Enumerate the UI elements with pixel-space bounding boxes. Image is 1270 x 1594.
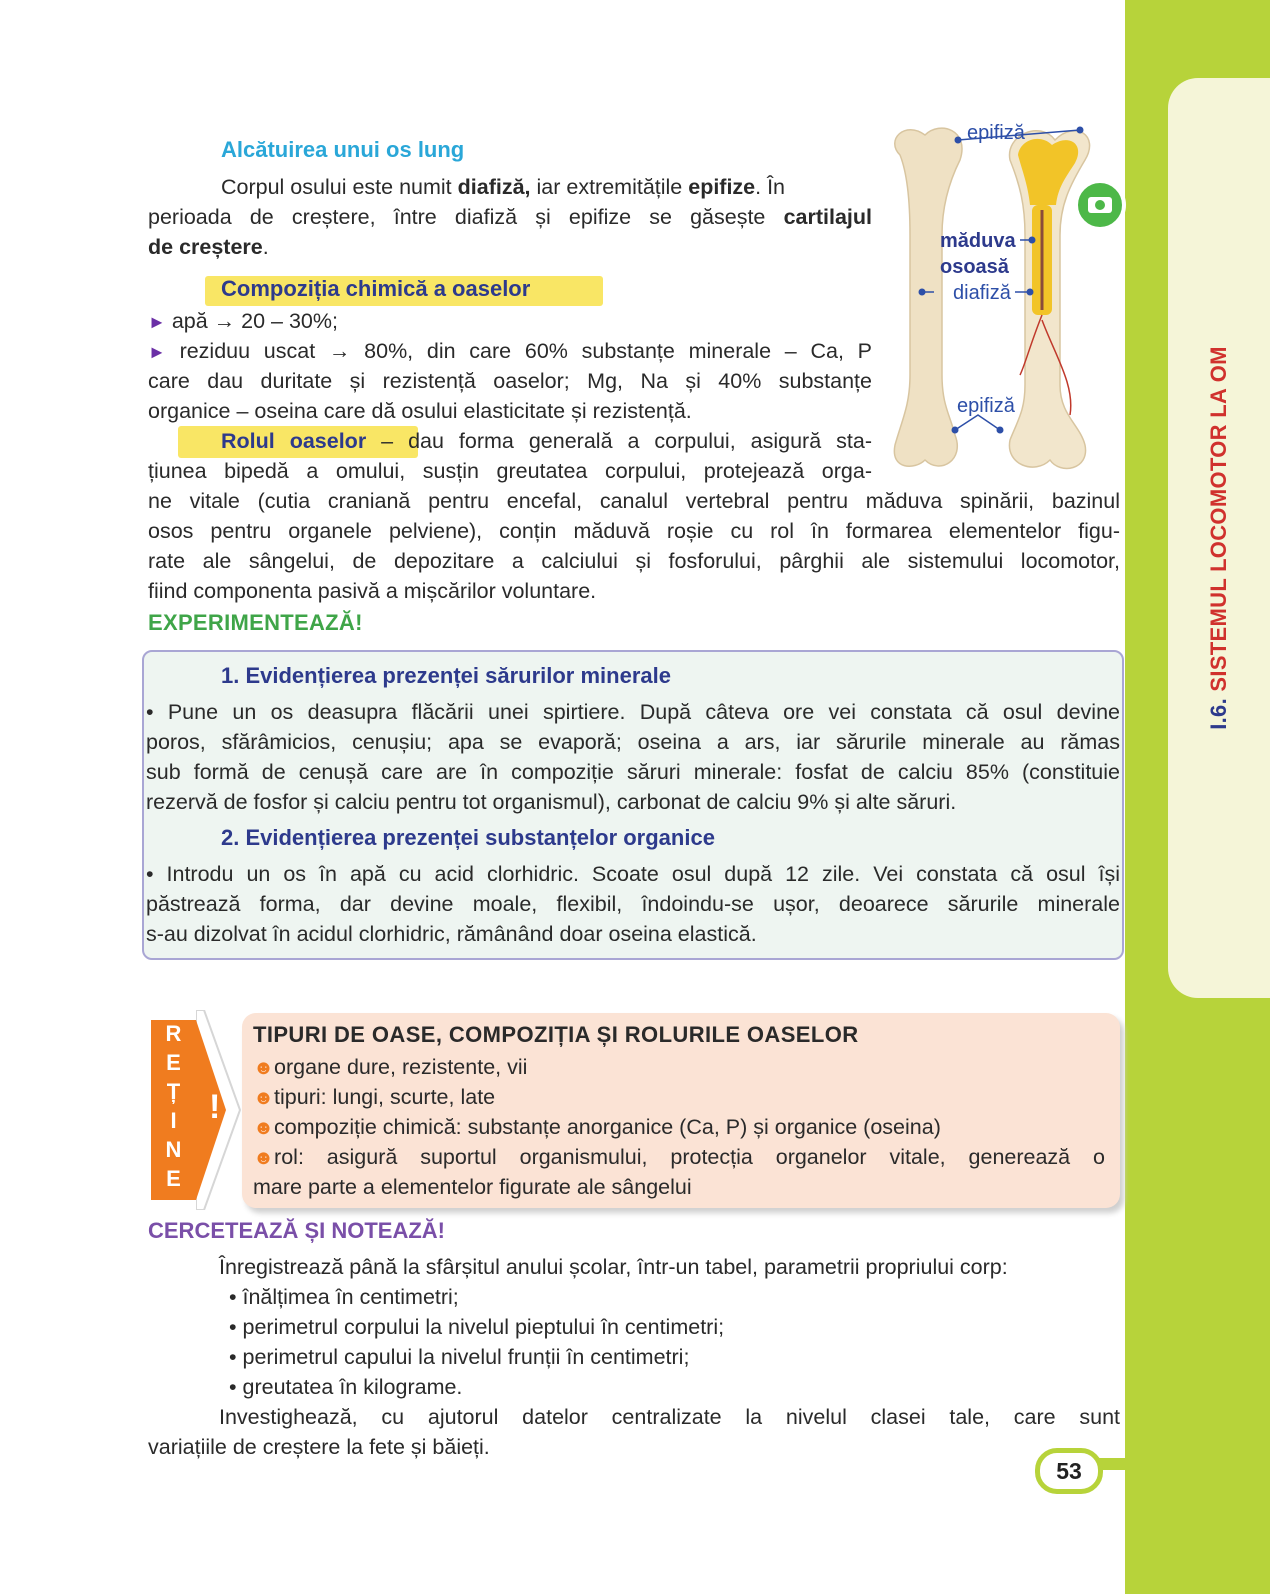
experiment2-line2: păstrează forma, dar devine moale, flexibil, îndoindu-se ușor, deoarece sărurile minerale	[146, 892, 1120, 916]
composition-item-water	[148, 306, 338, 337]
leader-dot	[919, 289, 926, 296]
term-cartilaj: cartilajul	[783, 205, 872, 229]
research-item: • perimetrul capului la nivelul frunții în centimetri;	[229, 1345, 690, 1369]
chapter-title: SISTEMUL LOCOMOTOR LA OM	[1206, 346, 1231, 692]
role-line6: fiind componenta pasivă a mișcărilor voluntare.	[148, 579, 597, 603]
role-line1	[221, 426, 872, 456]
experiment2-line1: • Introdu un os în apă cu acid clorhidric. Scoate osul după 12 zile. Vei constata că osul își	[146, 862, 1120, 886]
term-epifize: epifize	[688, 175, 756, 199]
retine-item	[253, 1142, 1105, 1173]
label-diafiza: diafiză	[953, 282, 1011, 304]
leader-dot	[1077, 127, 1084, 134]
label-epifiza-bottom: epifiză	[957, 395, 1015, 417]
text-run: – dau forma generală a corpului, asigură sta-	[366, 429, 872, 453]
leader-dot	[1027, 289, 1034, 296]
exclamation-mark: !	[209, 1088, 221, 1126]
retine-letter: E	[166, 1166, 181, 1191]
composition-item-residue-3: organice – oseina care dă osului elasticitate și rezistență.	[148, 399, 692, 423]
retine-letter: R	[165, 1021, 182, 1046]
experiment1-line2: poros, sfărâmicios, cenușiu; apa se evaporă; oseina a ars, iar sărurile minerale au rămas	[146, 730, 1120, 754]
triangle-bullet-icon: ►	[148, 312, 166, 332]
smiley-bullet-icon: ☻	[253, 1147, 275, 1169]
text-run: apă → 20 – 30%;	[171, 309, 338, 333]
retine-title: TIPURI DE OASE, COMPOZIȚIA ȘI ROLURILE OASELOR	[253, 1022, 859, 1047]
composition-item-residue-2: care dau duritate și rezistență oaselor; Mg, Na și 40% substanțe	[148, 369, 872, 393]
smiley-bullet-icon: ☻	[253, 1117, 275, 1139]
role-line4: osos pentru organele pelviene), conțin măduvă roșie cu rol în formarea elementelor figu-	[148, 519, 1120, 543]
smiley-bullet-icon: ☻	[253, 1087, 275, 1109]
research-item: • înălțimea în centimetri;	[229, 1285, 459, 1309]
experiment1-line1: • Pune un os deasupra flăcării unei spirtiere. După câteva ore vei constata că osul devine	[146, 700, 1120, 724]
camera-lens-icon	[1095, 200, 1105, 210]
experiment1-line3: sub formă de cenușă care are în compoziție săruri minerale: fosfat de calciu 85% (constituie	[146, 760, 1120, 784]
experiment2-title: 2. Evidențierea prezenței substanțelor organice	[221, 825, 715, 850]
research-heading: CERCETEAZĂ ȘI NOTEAZĂ!	[148, 1218, 445, 1243]
role-line3: ne vitale (cutia craniană pentru encefal, canalul vertebral pentru măduva spinării, bazinul	[148, 489, 1120, 513]
retine-letter: E	[166, 1050, 181, 1075]
research-intro: Înregistrează până la sfârșitul anului școlar, într-un tabel, parametrii propriului corp:	[219, 1255, 1008, 1279]
retine-letter: N	[165, 1137, 182, 1162]
research-outro-line1: Investighează, cu ajutorul datelor centralizate la nivelul clasei tale, care sunt	[219, 1405, 1120, 1429]
text-run: iar extremitățile	[530, 175, 689, 199]
retine-item	[253, 1112, 941, 1143]
label-maduva-1: măduva	[940, 230, 1016, 252]
text-run: perioada de creștere, între diafiză și epifize se găsește	[148, 205, 784, 229]
text-run: organe dure, rezistente, vii	[274, 1055, 528, 1079]
composition-item-residue-1	[148, 336, 872, 367]
text-run: .	[262, 235, 269, 259]
long-bone-line2	[148, 202, 872, 232]
long-bone-line1	[221, 172, 872, 202]
leader-dot	[952, 427, 959, 434]
experiment2-line3: s-au dizolvat în acidul clorhidric, rămânând doar oseina elastică.	[146, 922, 757, 946]
triangle-bullet-icon: ►	[148, 342, 166, 362]
term-diafiza: diafiză,	[457, 175, 531, 199]
text-run: Corpul osului este numit	[221, 175, 458, 199]
experiment1-line4: rezervă de fosfor și calciu pentru tot organismul), carbonat de calciu 9% și alte săruri.	[146, 790, 957, 814]
experiment-heading: EXPERIMENTEAZĂ!	[148, 610, 363, 635]
role-line2: țiunea bipedă a omului, susțin greutatea corpului, protejează orga-	[148, 459, 872, 483]
text-run: tipuri: lungi, scurte, late	[274, 1085, 496, 1109]
role-line5: rate ale sângelui, de depozitare a calciului și fosforului, pârghii ale sistemului locomotor,	[148, 549, 1120, 573]
text-run: . În	[755, 175, 786, 199]
retine-item	[253, 1082, 495, 1113]
retine-letter: I	[170, 1108, 177, 1133]
research-item: • greutatea în kilograme.	[229, 1375, 463, 1399]
term-crestere: de creștere	[148, 235, 263, 259]
research-outro-line2: variațiile de creștere la fete și băieți.	[148, 1435, 490, 1459]
section-title-composition: Compoziția chimică a oaselor	[221, 276, 531, 301]
experiment1-title: 1. Evidențierea prezenței sărurilor minerale	[221, 663, 671, 688]
section-title-role: Rolul oaselor	[221, 429, 367, 453]
text-run: reziduu uscat → 80%, din care 60% substanțe minerale – Ca, P	[179, 339, 872, 363]
retine-item-continued: mare parte a elementelor figurate ale sângelui	[253, 1175, 692, 1199]
section-title-long-bone: Alcătuirea unui os lung	[221, 137, 465, 162]
retine-letter: Ț	[166, 1079, 181, 1104]
bone-shape	[894, 128, 962, 466]
leader-dot	[955, 137, 962, 144]
page-number: 53	[1035, 1448, 1103, 1494]
leader-dot	[1029, 237, 1036, 244]
retine-item	[253, 1052, 527, 1083]
chapter-number: I.6.	[1206, 697, 1231, 730]
research-item: • perimetrul corpului la nivelul pieptului în centimetri;	[229, 1315, 725, 1339]
smiley-bullet-icon: ☻	[253, 1057, 275, 1079]
long-bone-line3	[148, 232, 269, 262]
leader-dot	[997, 427, 1004, 434]
chapter-label	[1206, 346, 1232, 730]
label-epifiza-top: epifiză	[967, 122, 1025, 144]
label-maduva-2: osoasă	[940, 256, 1009, 278]
text-run: compoziție chimică: substanțe anorganice (Ca, P) și organice (oseina)	[274, 1115, 941, 1139]
text-run: rol: asigură suportul organismului, protecția organelor vitale, generează o	[274, 1145, 1105, 1169]
